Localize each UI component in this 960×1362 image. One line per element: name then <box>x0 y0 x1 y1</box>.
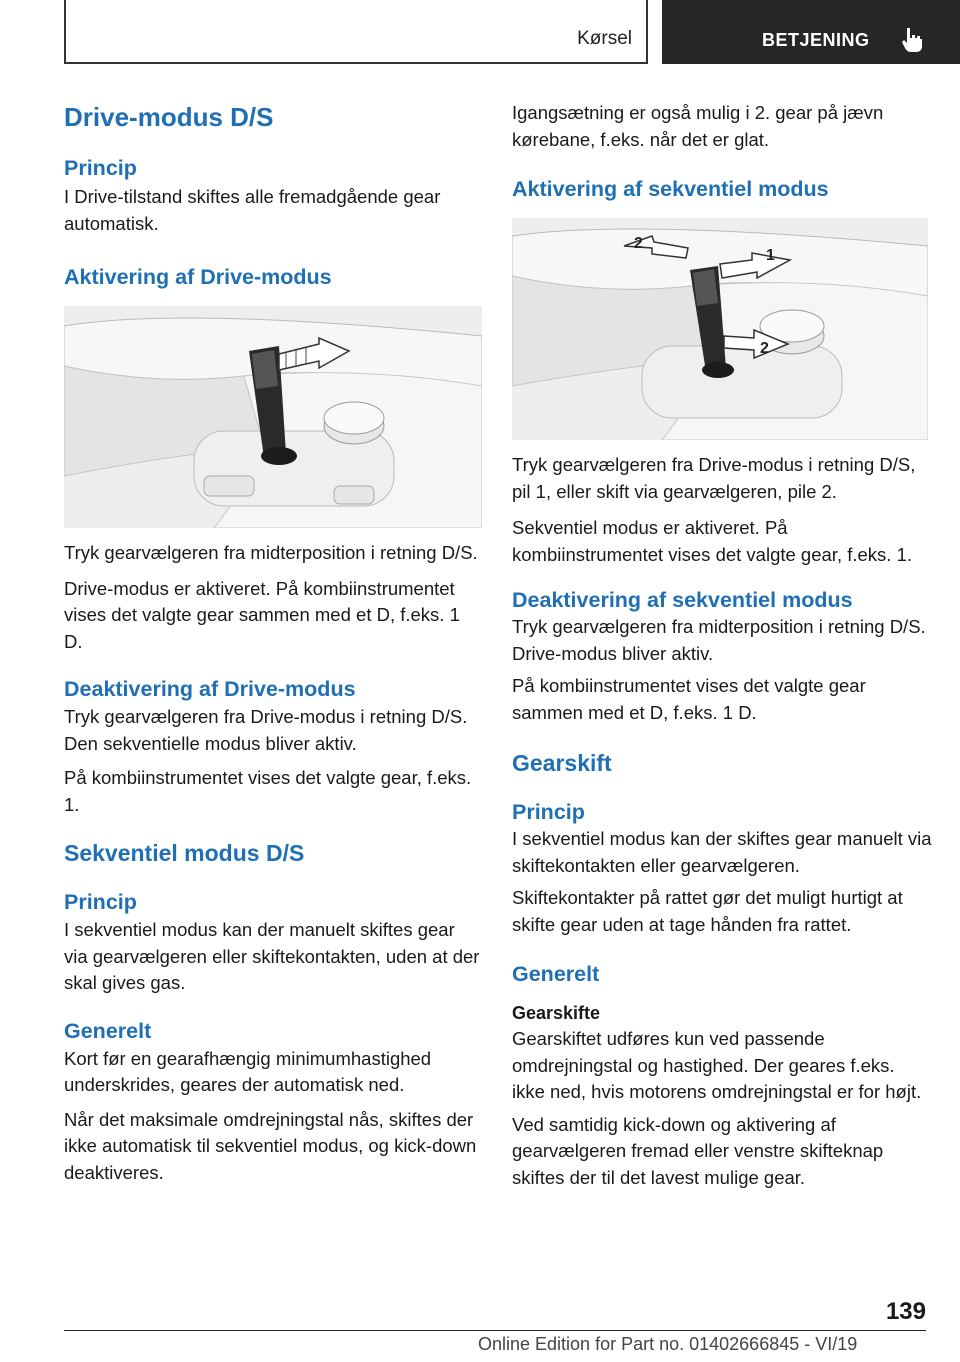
paragraph: Tryk gearvælgeren fra Drive-modus i retning D/S, pil 1, eller skift via gearvælgeren, pile 2. <box>512 454 916 502</box>
heading-aktivering-sekventiel: Aktivering af sekventiel modus <box>512 177 829 201</box>
heading-deaktivering-sekventiel: Deaktivering af sekventiel modus <box>512 588 853 612</box>
paragraph: Tryk gearvælgeren fra midterposition i retning D/S. Drive-modus bliver aktiv. <box>512 616 926 664</box>
chapter-title: BETJENING <box>762 30 870 50</box>
heading-aktivering-drive: Aktivering af Drive-modus <box>64 265 332 289</box>
page-number: 139 <box>885 1298 926 1325</box>
heading-drive-modus: Drive-modus D/S <box>64 102 274 132</box>
subheading-gearskifte: Gearskifte <box>512 1003 601 1023</box>
arrow-label-1: 1 <box>766 247 775 264</box>
gear-selector-illustration-arrows <box>512 218 928 440</box>
paragraph: Ved samtidig kick-down og aktivering af gearvælgeren fremad eller venstre skifteknap skiftes der til det lavest mulige gear. <box>512 1113 884 1188</box>
paragraph: Tryk gearvælgeren fra Drive-modus i retning D/S. Den sekventielle modus bliver aktiv. <box>64 706 468 754</box>
header-chapter-tab <box>662 0 960 64</box>
heading-sekventiel-modus: Sekventiel modus D/S <box>64 840 305 866</box>
right-column <box>512 100 932 1191</box>
gear-selector-illustration <box>64 306 482 528</box>
header-section-tab <box>64 0 648 64</box>
paragraph: Tryk gearvælgeren fra midterposition i retning D/S. <box>64 542 478 563</box>
arrow-label-2: 2 <box>634 235 643 252</box>
footer-divider <box>64 1330 926 1331</box>
paragraph: I sekventiel modus kan der skiftes gear manuelt via skiftekontakten eller gearvælgeren. <box>512 828 932 876</box>
heading-princip: Princip <box>512 800 585 824</box>
hand-pointer-icon <box>898 24 928 54</box>
paragraph: Igangsætning er også mulig i 2. gear på jævn kørebane, f.eks. når det er glat. <box>512 102 884 150</box>
paragraph: I Drive-tilstand skiftes alle fremadgående gear automatisk. <box>64 186 441 234</box>
heading-generelt: Generelt <box>64 1018 152 1043</box>
heading-generelt: Generelt <box>512 962 600 986</box>
heading-deaktivering-drive: Deaktivering af Drive-modus <box>64 677 356 701</box>
footer-edition: Online Edition for Part no. 01402666845 - VI/19 <box>478 1334 858 1354</box>
paragraph: Gearskiftet udføres kun ved passende omdrejningstal og hastighed. Der geares f.eks. ikke ned, hvis motorens omdrejningstal er for højt. <box>512 1028 922 1102</box>
paragraph: På kombiinstrumentet vises det valgte gear sammen med et D, f.eks. 1 D. <box>512 675 866 723</box>
section-title: Kørsel <box>577 28 632 49</box>
paragraph: Skiftekontakter på rattet gør det muligt hurtigt at skifte gear uden at tage hånden fra rattet. <box>512 887 903 935</box>
paragraph: Kort før en gearafhængig minimumhastighed underskrides, geares der automatisk ned. <box>64 1047 432 1095</box>
paragraph: Sekventiel modus er aktiveret. På kombiinstrumentet vises det valgte gear, f.eks. 1. <box>512 517 912 565</box>
paragraph: På kombiinstrumentet vises det valgte gear, f.eks. 1. <box>64 767 472 815</box>
heading-princip: Princip <box>64 156 137 180</box>
paragraph: Drive-modus er aktiveret. På kombiinstrumentet vises det valgte gear sammen med et D, f.eks. 1 D. <box>64 577 460 652</box>
left-column <box>64 100 482 1186</box>
paragraph: I sekventiel modus kan der manuelt skiftes gear via gearvælgeren eller skiftekontakten, uden at der skal gives gas. <box>64 919 480 993</box>
heading-gearskift: Gearskift <box>512 750 612 776</box>
heading-princip: Princip <box>64 890 137 914</box>
arrow-label-2: 2 <box>760 340 769 357</box>
paragraph: Når det maksimale omdrejningstal nås, skiftes der ikke automatisk til sekventiel modus, og kick-down deaktiveres. <box>64 1108 477 1183</box>
